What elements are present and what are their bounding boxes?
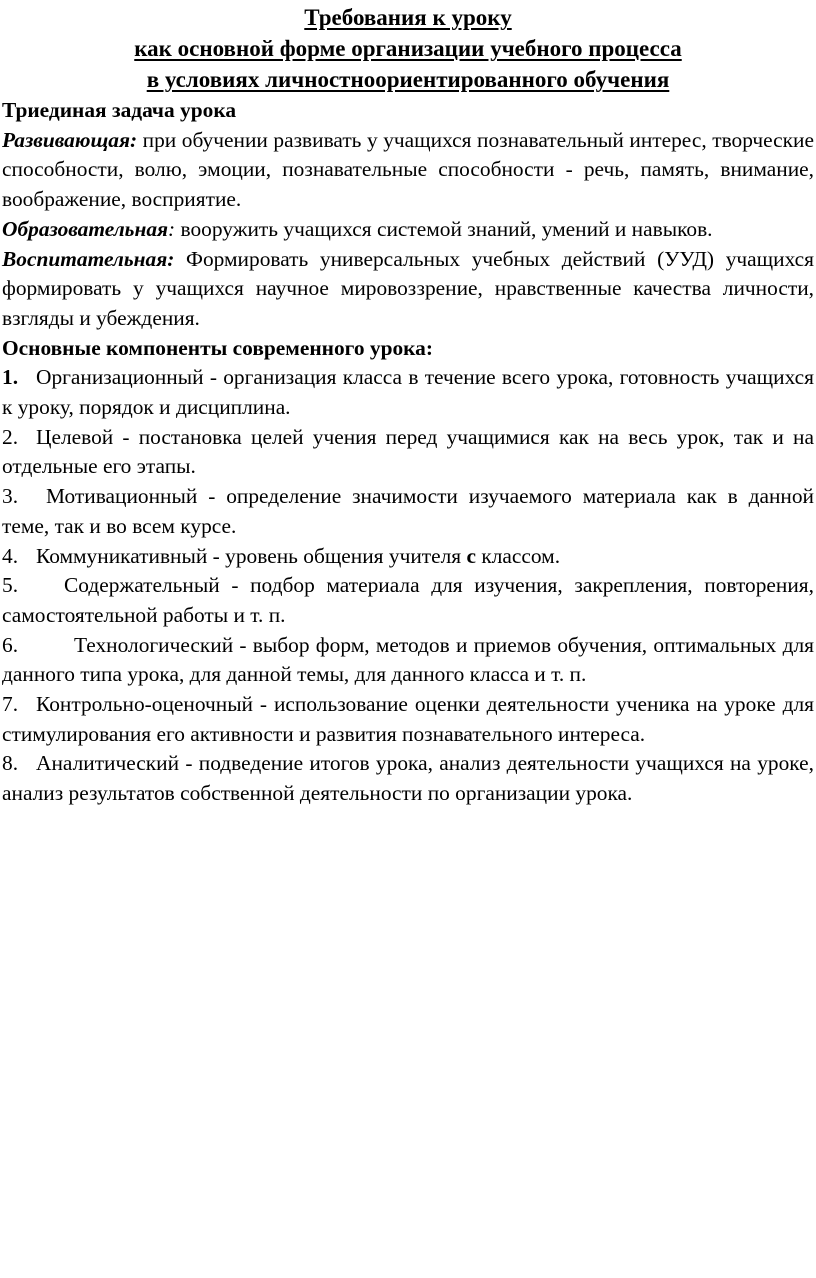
document-title bbox=[2, 2, 814, 95]
component-item-3 bbox=[2, 482, 814, 541]
component-number: 4. bbox=[2, 543, 19, 568]
goal-upbringing-label: Воспитательная: bbox=[2, 246, 175, 271]
component-text-after: классом. bbox=[475, 543, 561, 568]
component-text: Технологический - выбор форм, методов и приемов обучения, оптимальных для данного типа урока, для данной темы, для данного класса и т. п. bbox=[2, 632, 814, 687]
triune-task-heading: Триединая задача урока bbox=[2, 98, 237, 122]
component-item-8 bbox=[2, 749, 814, 808]
goal-educational bbox=[2, 215, 814, 245]
component-item-6 bbox=[2, 631, 814, 690]
component-number: 5. bbox=[2, 573, 19, 598]
component-item-4 bbox=[2, 542, 814, 572]
component-number: 2. bbox=[2, 424, 19, 449]
component-number: 1. bbox=[2, 365, 19, 390]
component-text: Содержательный - подбор материала для изучения, закрепления, повторения, самостоятельной работы и т. п. bbox=[2, 573, 814, 627]
component-item-1 bbox=[2, 363, 814, 422]
component-text: Аналитический - подведение итогов урока, анализ деятельности учащихся на уроке, анализ результатов собственной деятельности по организации урока. bbox=[2, 751, 814, 806]
title-line-1: Требования к уроку bbox=[304, 5, 512, 30]
component-text: Контрольно-оценочный - использование оценки деятельности ученика на уроке для стимулирования его активности и развития познавательного интереса. bbox=[2, 692, 814, 746]
component-item-5 bbox=[2, 571, 814, 630]
goal-developing-label: Развивающая: bbox=[2, 127, 138, 152]
goal-educational-label: Образовательная bbox=[2, 216, 169, 241]
component-text: Организационный - организация класса в течение всего урока, готовность учащихся к уроку, порядок и дисциплина. bbox=[2, 365, 814, 420]
component-number: 6. bbox=[2, 632, 19, 657]
document-page bbox=[0, 2, 816, 809]
component-number: 7. bbox=[2, 692, 19, 717]
goal-developing bbox=[2, 126, 814, 215]
title-line-3: в условиях личностноориентированного обучения bbox=[146, 67, 670, 92]
component-item-7 bbox=[2, 690, 814, 749]
goal-educational-colon: : bbox=[168, 216, 176, 241]
component-text-bold: с bbox=[466, 543, 476, 568]
components-heading: Основные компоненты современного урока: bbox=[2, 335, 433, 360]
goal-educational-text: вооружить учащихся системой знаний, умений и навыков. bbox=[175, 216, 713, 241]
component-text: Мотивационный - определение значимости изучаемого материала как в данной теме, так и во всем курсе. bbox=[2, 484, 814, 538]
component-text: Целевой - постановка целей учения перед учащимися как на весь урок, так и на отдельные его этапы. bbox=[2, 424, 814, 479]
goal-developing-text: при обучении развивать у учащихся познавательный интерес, творческие способности, волю, эмоции, познавательные способности - речь, память, внимание, воображение, восприятие. bbox=[2, 127, 814, 212]
goal-upbringing-text: Формировать универсальных учебных действий (УУД) учащихся формировать у учащихся научное мировоззрение, нравственные качества личности, взгляды и убеждения. bbox=[2, 246, 814, 330]
component-number: 8. bbox=[2, 751, 19, 776]
goal-upbringing bbox=[2, 245, 814, 334]
title-line-2: как основной форме организации учебного процесса bbox=[134, 36, 682, 61]
component-number: 3. bbox=[2, 484, 19, 509]
component-text-before: Коммуникативный - уровень общения учителя bbox=[36, 543, 467, 568]
component-item-2 bbox=[2, 423, 814, 482]
